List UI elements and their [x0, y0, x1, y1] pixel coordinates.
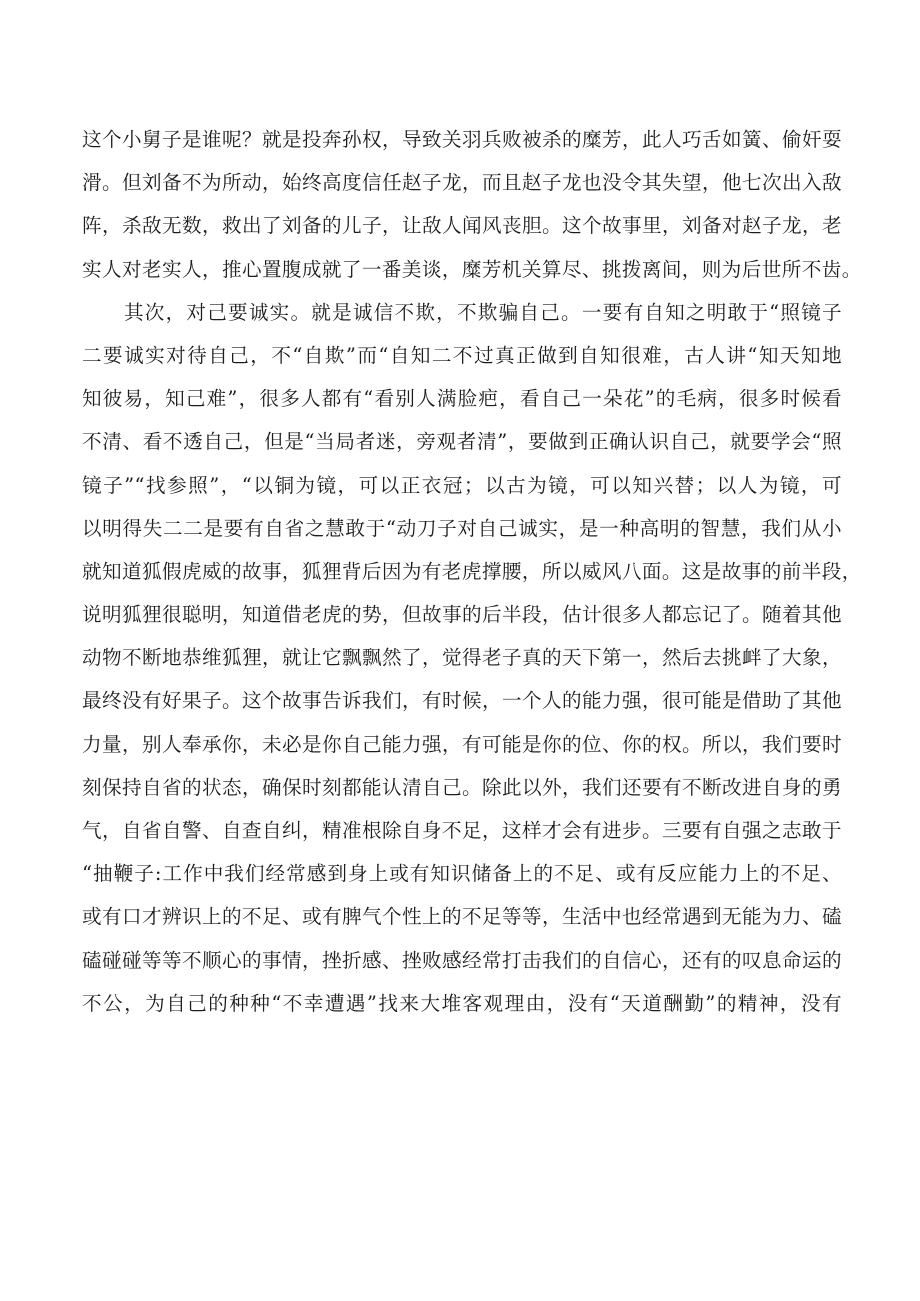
text-line: 这个小舅子是谁呢？就是投奔孙权，导致关羽兵败被杀的糜芳，此人巧舌如簧、偷奸耍 — [82, 128, 842, 151]
text-line: 就知道狐假虎威的故事，狐狸背后因为有老虎撑腰，所以威风八面。这是故事的前半段， — [82, 559, 862, 583]
text-line: 其次，对己要诚实。就是诚信不欺，不欺骗自己。一要有自知之明敢于“照镜子 — [124, 300, 842, 324]
text-line: 滑。但刘备不为所动，始终高度信任赵子龙，而且赵子龙也没令其失望，他七次出入敌 — [82, 171, 842, 195]
text-line: 以明得失二二是要有自省之慧敢于“动刀子对自己诚实，是一种高明的智慧，我们从小 — [82, 516, 842, 540]
paragraph-1 — [82, 118, 862, 291]
text-line: 最终没有好果子。这个故事告诉我们，有时候，一个人的能力强，很可能是借助了其他 — [82, 689, 842, 713]
text-line: 气，自省自警、自查自纠，精准根除自身不足，这样才会有进步。三要有自强之志敢于 — [82, 819, 842, 842]
text-line: 刻保持自省的状态，确保时刻都能认清自己。除此以外，我们还要有不断改进自身的勇 — [82, 775, 842, 799]
text-line: 说明狐狸很聪明，知道借老虎的势，但故事的后半段，估计很多人都忘记了。随着其他 — [82, 603, 842, 627]
text-line: 不公，为自己的种种“不幸遭遇”找来大堆客观理由，没有“天道酬勤”的精神，没有 — [82, 991, 842, 1015]
text-line: 动物不断地恭维狐狸，就让它飘飘然了，觉得老子真的天下第一，然后去挑衅了大象， — [82, 646, 842, 670]
text-line: 磕碰碰等等不顺心的事情，挫折感、挫败感经常打击我们的自信心，还有的叹息命运的 — [82, 948, 842, 972]
text-line: 二要诚实对待自己，不“自欺”而“自知二不过真正做到自知很难，古人讲“知天知地 — [82, 343, 842, 367]
text-line: 知彼易，知己难”，很多人都有“看别人满脸疤，看自己一朵花”的毛病，很多时候看 — [82, 387, 842, 411]
text-line: 实人对老实人，推心置腹成就了一番美谈，糜芳机关算尽、挑拨离间，则为后世所不齿。 — [82, 257, 862, 281]
text-line: 力量，别人奉承你，未必是你自己能力强，有可能是你的位、你的权。所以，我们要时 — [82, 732, 842, 756]
text-line: 不清、看不透自己，但是“当局者迷，旁观者清”，要做到正确认识自己，就要学会“照 — [82, 430, 842, 454]
text-line: 镜子”“找参照”，“以铜为镜，可以正衣冠；以古为镜，可以知兴替；以人为镜，可 — [82, 473, 842, 497]
text-line: “抽鞭子:工作中我们经常感到身上或有知识储备上的不足、或有反应能力上的不足、 — [82, 862, 842, 886]
text-line: 阵，杀敌无数，救出了刘备的儿子，让敌人闻风丧胆。这个故事里，刘备对赵子龙，老 — [82, 214, 842, 238]
paragraph-2 — [82, 291, 862, 1025]
text-line: 或有口才辨识上的不足、或有脾气个性上的不足等等，生活中也经常遇到无能为力、磕 — [82, 905, 842, 929]
body-text — [82, 118, 862, 1025]
